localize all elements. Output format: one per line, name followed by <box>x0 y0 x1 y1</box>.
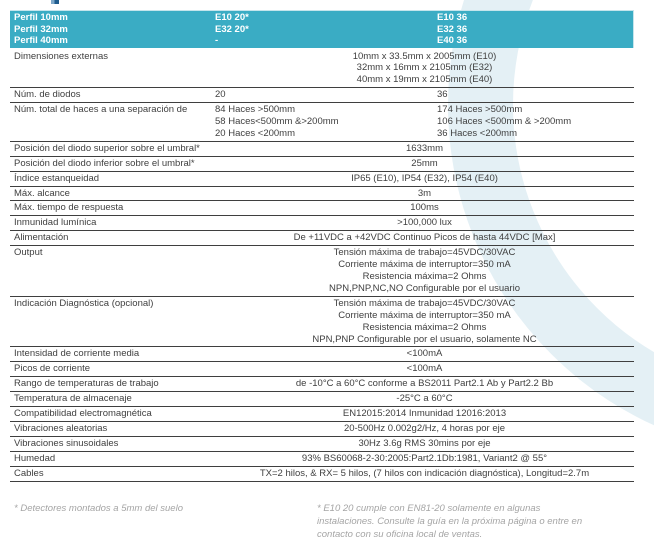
row-value: 30Hz 3.6g RMS 30mins por eje <box>358 437 491 449</box>
row-label: Cables <box>14 467 44 479</box>
footnote-right: * E10 20 cumple con EN81-20 solamente en algunas instalaciones. Consulte la guía en la próxima página o entre en contacto con su oficina local de ventas. <box>317 503 583 540</box>
row-label: Alimentación <box>14 232 69 244</box>
table-row-intensidad <box>10 347 634 362</box>
header-row <box>10 24 633 36</box>
row-value: 1633mm <box>406 142 443 154</box>
table-header <box>10 10 634 48</box>
row-label: Temperatura de almacenaje <box>14 393 132 405</box>
row-value: <100mA <box>406 348 443 360</box>
table-row-compatibilidad <box>10 407 634 422</box>
value-line: Tensión máxima de trabajo=45VDC/30VAC <box>333 247 516 259</box>
table-row-indicacion-diagnostica <box>10 297 634 348</box>
header-row <box>10 35 633 47</box>
header-model-col2: E10 20* <box>215 12 249 23</box>
value-line: NPN,PNP Configurable por el usuario, solamente NC <box>312 333 537 345</box>
value-line: 36 Haces <200mm <box>437 127 517 139</box>
header-model-col3: E10 36 <box>437 12 468 23</box>
table-row-cables <box>10 467 634 482</box>
header-model-col2: - <box>215 35 219 46</box>
value-line: 84 Haces >500mm <box>215 104 295 116</box>
row-value: >100,000 lux <box>397 217 452 229</box>
row-label: Núm. de diodos <box>14 89 81 101</box>
row-label: Núm. total de haces a una separación de <box>14 104 188 116</box>
row-value <box>215 51 634 87</box>
value-line: 10mm x 33.5mm x 2005mm (E10) <box>352 50 497 62</box>
row-label: Vibraciones sinusoidales <box>14 437 119 449</box>
value-line: Tensión máxima de trabajo=45VDC/30VAC <box>333 297 516 309</box>
value-line: 20 Haces <200mm <box>215 127 295 139</box>
table-row-max-alcance <box>10 187 634 202</box>
row-value: IP65 (E10), IP54 (E32), IP54 (E40) <box>351 172 498 184</box>
header-profile-label: Perfil 10mm <box>14 12 68 23</box>
row-value <box>215 247 634 295</box>
table-row-output <box>10 246 634 297</box>
value-line: Resistencia máxima=2 Ohms <box>362 321 487 333</box>
row-value-col3 <box>437 104 634 140</box>
header-model-col2: E32 20* <box>215 23 249 35</box>
row-label: Vibraciones aleatorias <box>14 422 108 434</box>
table-row-picos <box>10 362 634 377</box>
header-row <box>10 12 633 24</box>
row-label: Output <box>14 247 43 259</box>
header-model-col3: E40 36 <box>437 35 468 46</box>
row-label: Posición del diodo inferior sobre el umbral* <box>14 157 195 169</box>
spec-table <box>10 10 634 482</box>
cropped-title-fragment <box>51 0 59 4</box>
table-row-temp-almacenaje <box>10 392 634 407</box>
row-label: Máx. alcance <box>14 187 70 199</box>
row-label: Máx. tiempo de respuesta <box>14 202 124 214</box>
table-row-vibraciones-aleatorias <box>10 422 634 437</box>
row-value: 25mm <box>411 157 438 169</box>
row-label: Posición del diodo superior sobre el umbral* <box>14 142 200 154</box>
row-value-col2 <box>215 104 437 140</box>
row-value: 3m <box>417 187 432 199</box>
value-line: 40mm x 19mm x 2105mm (E40) <box>356 74 493 86</box>
value-line: NPN,PNP,NC,NO Configurable por el usuario <box>329 282 520 294</box>
header-profile-label: Perfil 32mm <box>14 23 68 35</box>
row-label: Dimensiones externas <box>14 50 108 62</box>
value-line: 32mm x 16mm x 2105mm (E32) <box>356 62 493 74</box>
table-row-indice <box>10 172 634 187</box>
table-body <box>10 50 634 482</box>
row-label: Compatibilidad electromagnética <box>14 408 152 420</box>
table-row-vibraciones-sinusoidales <box>10 437 634 452</box>
value-line: 106 Haces <500mm & >200mm <box>437 116 572 128</box>
row-label: Humedad <box>14 452 56 464</box>
row-value: EN12015:2014 Inmunidad 12016:2013 <box>342 408 507 420</box>
row-value: <100mA <box>406 363 443 375</box>
table-row-humedad <box>10 452 634 467</box>
value-line: Corriente máxima de interruptor=350 mA <box>338 259 511 271</box>
row-label: Intensidad de corriente media <box>14 348 140 360</box>
header-model-col3: E32 36 <box>437 23 468 35</box>
row-value: De +11VDC a +42VDC Continuo Picos de hasta 44VDC [Max] <box>293 232 556 244</box>
value-line: 174 Haces >500mm <box>437 104 523 116</box>
row-label: Inmunidad lumínica <box>14 217 97 229</box>
row-value-col3: 36 <box>437 89 448 101</box>
row-value: 93% BS60068-2-30:2005:Part2.1Db:1981, Variant2 @ 55° <box>301 452 548 464</box>
value-line: Corriente máxima de interruptor=350 mA <box>338 309 511 321</box>
value-line: Resistencia máxima=2 Ohms <box>362 271 487 282</box>
table-row-alimentacion <box>10 231 634 246</box>
row-value: de -10°C a 60°C conforme a BS2011 Part2.1 Ab y Part2.2 Bb <box>295 378 554 390</box>
table-row-pos-inferior <box>10 157 634 172</box>
table-row-rango-temperaturas <box>10 377 634 392</box>
table-row-num-haces <box>10 103 634 142</box>
row-value <box>215 298 634 346</box>
row-label: Indicación Diagnóstica (opcional) <box>14 297 154 309</box>
row-value: -25°C a 60°C <box>396 393 453 405</box>
row-value: 100ms <box>410 202 439 214</box>
value-line: 58 Haces<500mm &>200mm <box>215 116 339 128</box>
row-value: TX=2 hilos, & RX= 5 hilos, (7 hilos con indicación diagnóstica), Longitud=2.7m <box>259 467 590 479</box>
footnote-left: * Detectores montados a 5mm del suelo <box>14 503 183 514</box>
table-row-dimensiones <box>10 50 634 89</box>
row-label: Índice estanqueidad <box>14 172 100 184</box>
row-value-col2: 20 <box>215 89 226 101</box>
table-row-pos-superior <box>10 142 634 157</box>
table-row-num-diodos <box>10 88 634 103</box>
table-row-max-tiempo <box>10 201 634 216</box>
row-value: 20-500Hz 0.002g2/Hz, 4 horas por eje <box>343 422 506 434</box>
header-profile-label: Perfil 40mm <box>14 35 68 46</box>
row-label: Rango de temperaturas de trabajo <box>14 378 159 390</box>
row-label: Picos de corriente <box>14 363 91 375</box>
table-row-inmunidad <box>10 216 634 231</box>
